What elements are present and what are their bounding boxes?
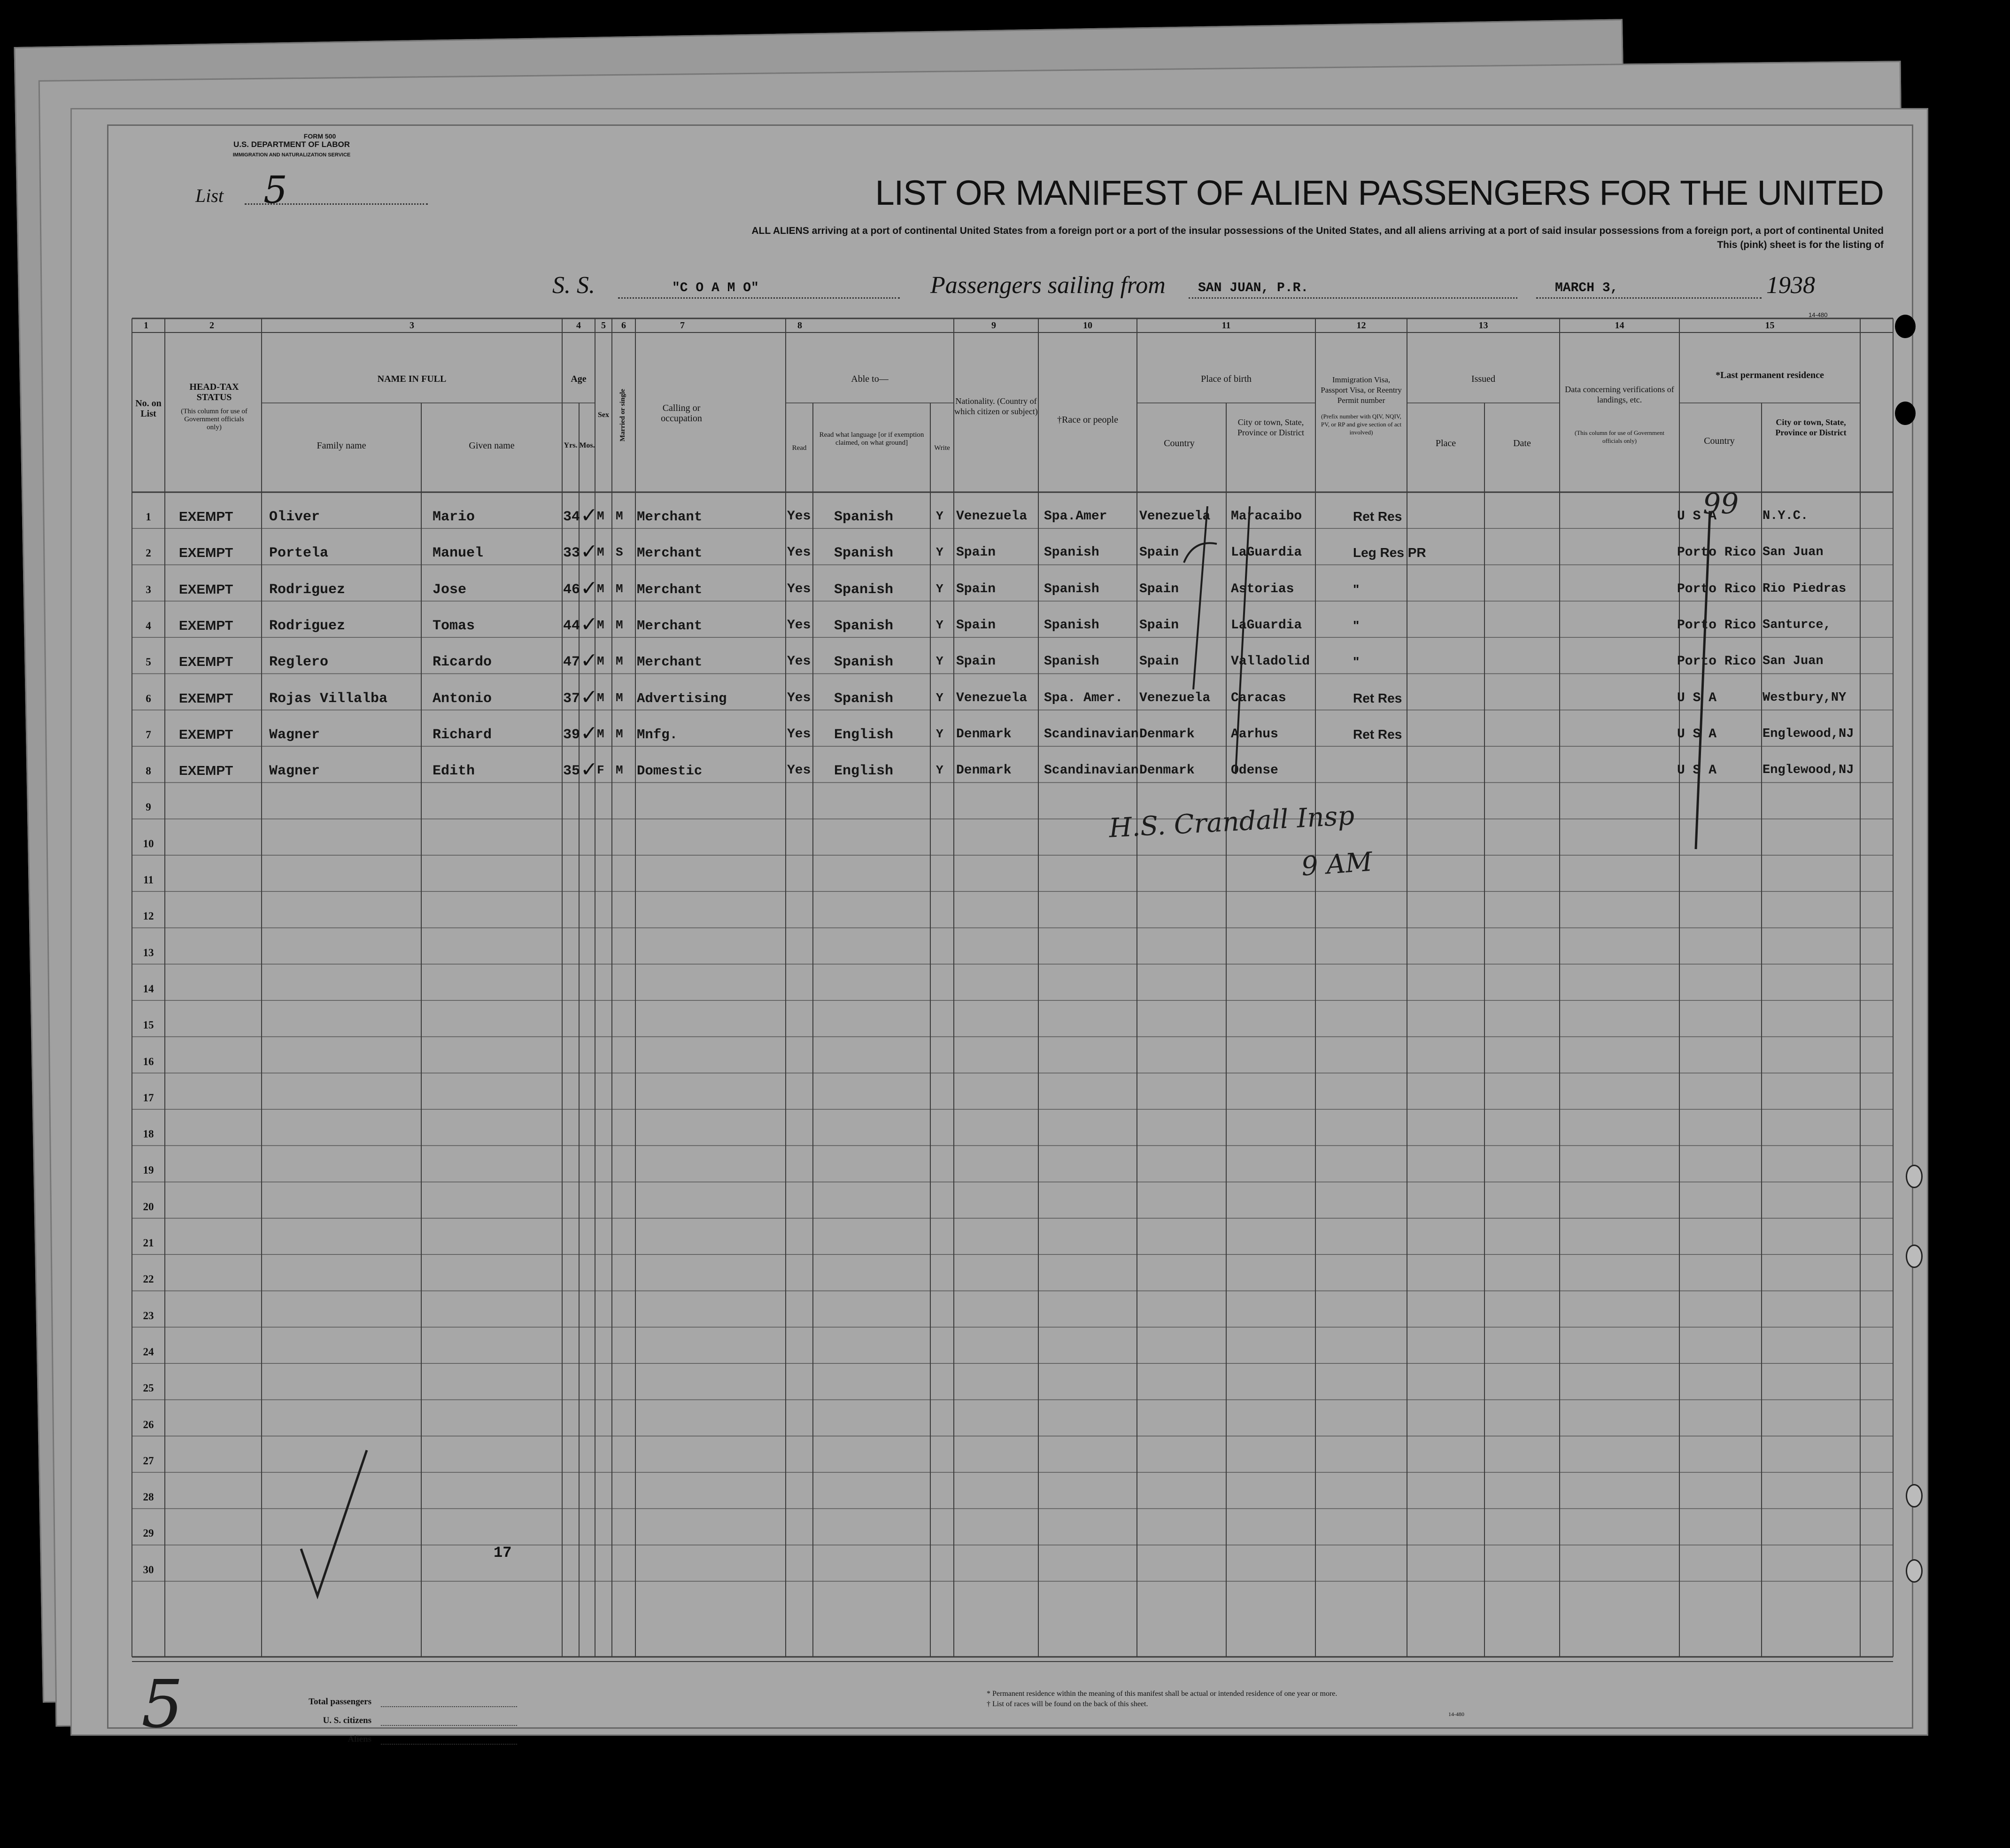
row-number: 22: [143, 1273, 154, 1285]
header-birth-country: Country: [1164, 438, 1195, 448]
row-number: 25: [143, 1382, 154, 1394]
manifest-grid: [108, 126, 1912, 1727]
age-years: 39: [563, 727, 580, 743]
family-name: Rojas Villalba: [269, 690, 388, 707]
occupation: Merchant: [637, 545, 703, 561]
residence-country: U S A: [1677, 763, 1717, 778]
sex: F: [597, 763, 604, 778]
birth-country: Venezuela: [1139, 509, 1211, 524]
manifest-sheet: [107, 124, 1913, 1744]
residence-country: Porto Rico: [1677, 654, 1756, 669]
birth-city: Astorias: [1231, 581, 1294, 596]
nationality: Venezuela: [956, 509, 1028, 524]
nationality: Spain: [956, 654, 996, 669]
form-code: 14-480: [1809, 311, 1828, 318]
header-yrs: Yrs.: [564, 441, 578, 449]
given-name: Antonio: [433, 690, 492, 707]
race: Spa.Amer: [1044, 509, 1107, 524]
sex: M: [597, 545, 604, 560]
row-number: 24: [143, 1345, 154, 1358]
birth-city: Maracaibo: [1231, 509, 1302, 524]
header-res-country: Country: [1704, 436, 1735, 446]
family-name: Rodriguez: [269, 618, 346, 634]
occupation: Merchant: [637, 654, 703, 670]
residence-country: U S A: [1677, 690, 1717, 705]
list-number: 5: [263, 168, 287, 212]
col-number: 7: [680, 320, 685, 331]
marital-status: M: [616, 618, 623, 632]
birth-city: LaGuardia: [1231, 545, 1302, 560]
form-number: FORM 500: [303, 132, 336, 140]
birth-city: Valladolid: [1231, 654, 1310, 669]
can-read: Yes: [787, 690, 811, 705]
birth-city: Aarhus: [1231, 727, 1278, 742]
age-years: 44: [563, 618, 580, 634]
occupation: Mnfg.: [637, 727, 678, 742]
sex: M: [597, 690, 604, 705]
department-name: U.S. DEPARTMENT OF LABOR: [233, 140, 350, 149]
col-number: 9: [991, 320, 996, 331]
header-visa: Immigration Visa, Passport Visa, or Reentry Permit number: [1321, 375, 1402, 405]
departure-year: 1938: [1766, 272, 1815, 299]
birth-country: Spain: [1139, 654, 1179, 669]
list-label: List: [195, 185, 224, 206]
check-mark-icon: ✓: [580, 685, 598, 709]
sex: M: [597, 727, 604, 741]
can-write: Y: [936, 545, 943, 560]
can-read: Yes: [787, 509, 811, 524]
residence-country: Porto Rico: [1677, 545, 1756, 560]
visa-number: ": [1353, 618, 1360, 633]
birth-city: LaGuardia: [1231, 618, 1302, 633]
col-number: 15: [1765, 320, 1775, 331]
birth-country: Denmark: [1139, 763, 1195, 778]
row-number: 30: [143, 1563, 154, 1576]
age-years: 47: [563, 654, 580, 671]
birth-place-strokes: [1165, 492, 1287, 821]
margin-stroke-left: [1691, 492, 1719, 858]
residence-country: Porto Rico: [1677, 581, 1756, 596]
large-check-mark: [296, 1446, 371, 1605]
footer-total-line: [381, 1706, 517, 1707]
header-read: Read: [792, 444, 807, 452]
col-number: 5: [601, 320, 606, 331]
row-number: 4: [146, 619, 151, 632]
race: Spanish: [1044, 618, 1099, 633]
marital-status: M: [616, 654, 623, 669]
header-res-city: City or town, State, Province or District: [1775, 418, 1847, 437]
head-tax-status: EXEMPT: [179, 763, 233, 778]
race: Spanish: [1044, 545, 1099, 560]
count-17: 17: [494, 1544, 512, 1562]
header-mos: Mos.: [579, 441, 595, 449]
header-issued-place: Place: [1435, 438, 1456, 448]
header-no-on-list: No. on List: [135, 398, 162, 419]
col-number: 11: [1221, 320, 1231, 331]
given-name: Tomas: [433, 618, 475, 634]
row-number: 20: [143, 1200, 154, 1213]
read-language: English: [834, 763, 894, 780]
residence-city: Westbury,NY: [1763, 690, 1847, 705]
nationality: Venezuela: [956, 690, 1028, 705]
header-data-landings-note: (This column for use of Government officials only): [1575, 429, 1664, 444]
header-married: Married or single: [619, 388, 626, 442]
header-sex: Sex: [598, 411, 609, 419]
nationality: Spain: [956, 545, 996, 560]
ship-name: "C O A M O": [672, 281, 759, 295]
read-language: Spanish: [834, 618, 894, 634]
birth-country: Spain: [1139, 545, 1179, 560]
given-name: Ricardo: [433, 654, 492, 671]
read-language: Spanish: [834, 581, 894, 598]
residence-city: N.Y.C.: [1763, 509, 1809, 523]
marital-status: M: [616, 763, 623, 778]
visa-number: Leg Res PR: [1353, 545, 1426, 560]
race: Scandinavian: [1044, 763, 1139, 778]
check-mark-icon: ✓: [580, 504, 598, 527]
row-number: 6: [146, 692, 151, 704]
header-visa-note: (Prefix number with QIV, NQIV, PV, or RP and give section of act involved): [1321, 413, 1402, 436]
birth-country: Denmark: [1139, 727, 1195, 742]
row-number: 12: [143, 910, 154, 922]
row-number: 10: [143, 837, 154, 850]
nationality: Spain: [956, 618, 996, 633]
residence-city: Santurce,: [1763, 618, 1831, 632]
nationality: Spain: [956, 581, 996, 596]
race: Spa. Amer.: [1044, 690, 1123, 705]
header-head-tax-note: (This column for use of Government officials only): [181, 408, 247, 431]
header-family-name: Family name: [317, 441, 366, 451]
header-place-of-birth: Place of birth: [1201, 374, 1252, 384]
family-name: Rodriguez: [269, 581, 346, 598]
nationality: Denmark: [956, 727, 1012, 742]
given-name: Mario: [433, 509, 475, 525]
row-number: 9: [146, 801, 151, 813]
age-years: 35: [563, 763, 580, 780]
marital-status: S: [616, 545, 623, 560]
sailing-label: Passengers sailing from: [930, 272, 1166, 299]
occupation: Merchant: [637, 581, 703, 597]
visa-number: ": [1353, 654, 1360, 669]
check-mark-icon: ✓: [580, 649, 598, 673]
check-mark-icon: ✓: [580, 721, 598, 745]
inspector-signature: H.S. Crandall Insp: [1108, 800, 1355, 844]
marital-status: M: [616, 509, 623, 523]
birth-country: Spain: [1139, 581, 1179, 596]
can-write: Y: [936, 727, 943, 741]
can-read: Yes: [787, 654, 811, 669]
col-number: 8: [797, 320, 802, 331]
header-nationality: Nationality. (Country of which citizen or subject): [954, 396, 1038, 416]
read-language: Spanish: [834, 545, 894, 562]
nationality: Denmark: [956, 763, 1012, 778]
manifest-subtitle-1: ALL ALIENS arriving at a port of continental United States from a foreign port or a port of the insular possessions of the United States, and all aliens arriving at a port of said insular possessions from a foreign port, a port of continental United: [751, 225, 1884, 236]
residence-city: Rio Piedras: [1763, 581, 1847, 596]
count-99: 99: [1703, 487, 1739, 520]
row-number: 2: [146, 547, 151, 559]
header-age: Age: [571, 374, 587, 384]
occupation: Merchant: [637, 509, 703, 525]
header-given-name: Given name: [469, 441, 515, 451]
residence-country: Porto Rico: [1677, 618, 1756, 633]
manifest-title: LIST OR MANIFEST OF ALIEN PASSENGERS FOR THE UNITED: [875, 173, 1884, 212]
can-write: Y: [936, 509, 943, 523]
footer-citizens-line: [381, 1725, 517, 1726]
row-number: 14: [143, 982, 154, 995]
row-number: 28: [143, 1491, 154, 1503]
check-mark-icon: ✓: [580, 540, 598, 564]
ship-label: S. S.: [552, 272, 595, 299]
occupation: Merchant: [637, 618, 703, 634]
header-residence: *Last permanent residence: [1716, 370, 1824, 380]
sex: M: [597, 654, 604, 669]
given-name: Richard: [433, 727, 492, 743]
margin-5: 5: [141, 1666, 184, 1743]
can-read: Yes: [787, 581, 811, 596]
col-number: 4: [576, 320, 581, 331]
row-number: 11: [143, 874, 154, 886]
footer-citizens-label: U. S. citizens: [323, 1716, 371, 1725]
footer-total-label: Total passengers: [309, 1697, 371, 1707]
family-name: Portela: [269, 545, 329, 562]
residence-city: San Juan: [1763, 545, 1824, 560]
marital-status: M: [616, 581, 623, 596]
can-write: Y: [936, 763, 943, 778]
footer-aliens-line: [381, 1744, 517, 1745]
departure-port: SAN JUAN, P.R.: [1198, 281, 1309, 295]
marital-status: M: [616, 690, 623, 705]
visa-number: ": [1353, 581, 1360, 596]
binder-hole: [1906, 1245, 1923, 1268]
birth-country: Spain: [1139, 618, 1179, 633]
manifest-subtitle-2: This (pink) sheet is for the listing of: [1717, 240, 1884, 250]
given-name: Manuel: [433, 545, 484, 562]
row-number: 21: [143, 1237, 154, 1249]
departure-date: MARCH 3,: [1555, 281, 1618, 295]
header-data-landings: Data concerning verifications of landings, etc.: [1565, 385, 1674, 404]
header-birth-city: City or town, State, Province or District: [1237, 418, 1304, 437]
header-write: Write: [934, 444, 950, 452]
family-name: Oliver: [269, 509, 320, 525]
occupation: Domestic: [637, 763, 703, 779]
col-number: 12: [1356, 320, 1366, 331]
row-number: 3: [146, 583, 151, 595]
row-number: 23: [143, 1309, 154, 1322]
footer-note-residence: * Permanent residence within the meaning of this manifest shall be actual or intended residence of one year or more.: [987, 1690, 1337, 1698]
read-language: Spanish: [834, 690, 894, 707]
service-name: IMMIGRATION AND NATURALIZATION SERVICE: [232, 152, 351, 158]
head-tax-status: EXEMPT: [179, 581, 233, 596]
col-number: 2: [209, 320, 214, 331]
footer-aliens-label: Aliens: [348, 1734, 371, 1744]
residence-city: San Juan: [1763, 654, 1824, 669]
can-write: Y: [936, 690, 943, 705]
age-years: 37: [563, 690, 580, 707]
head-tax-status: EXEMPT: [179, 690, 233, 705]
row-number: 27: [143, 1454, 154, 1467]
row-number: 18: [143, 1128, 154, 1140]
residence-country: U S A: [1677, 509, 1717, 524]
can-write: Y: [936, 618, 943, 632]
head-tax-status: EXEMPT: [179, 509, 233, 524]
row-number: 17: [143, 1091, 154, 1104]
birth-country: Venezuela: [1139, 690, 1211, 705]
header-read-what: Read what language [or if exemption claimed, on what ground]: [819, 431, 924, 447]
family-name: Wagner: [269, 727, 320, 743]
col-number: 14: [1615, 320, 1624, 331]
footer-note-races: † List of races will be found on the back of this sheet.: [987, 1700, 1148, 1708]
row-number: 15: [143, 1019, 154, 1031]
read-language: Spanish: [834, 654, 894, 671]
check-mark-icon: ✓: [580, 612, 598, 636]
can-write: Y: [936, 581, 943, 596]
row-number: 29: [143, 1527, 154, 1539]
birth-city: Caracas: [1231, 690, 1286, 705]
visa-number: Ret Res: [1353, 690, 1402, 705]
binder-hole: [1895, 402, 1916, 425]
header-race: †Race or people: [1057, 415, 1118, 425]
head-tax-status: EXEMPT: [179, 654, 233, 669]
read-language: English: [834, 727, 894, 743]
visa-number: Ret Res: [1353, 509, 1402, 524]
residence-city: Englewood,NJ: [1763, 727, 1854, 741]
can-read: Yes: [787, 727, 811, 742]
residence-country: U S A: [1677, 727, 1717, 742]
header-calling: Calling or occupation: [661, 403, 702, 424]
binder-hole: [1906, 1484, 1923, 1508]
race: Scandinavian: [1044, 727, 1139, 742]
head-tax-status: EXEMPT: [179, 727, 233, 742]
given-name: Edith: [433, 763, 475, 780]
header-name-in-full: NAME IN FULL: [377, 374, 447, 384]
binder-hole: [1895, 315, 1916, 338]
can-read: Yes: [787, 618, 811, 633]
age-years: 33: [563, 545, 580, 562]
row-number: 5: [146, 656, 151, 668]
row-number: 1: [146, 511, 151, 523]
sex: M: [597, 509, 604, 523]
sex: M: [597, 581, 604, 596]
row-number: 19: [143, 1164, 154, 1176]
row-number: 7: [146, 728, 151, 741]
binder-hole: [1906, 1165, 1923, 1188]
age-years: 34: [563, 509, 580, 525]
can-read: Yes: [787, 545, 811, 560]
read-language: Spanish: [834, 509, 894, 525]
family-name: Reglero: [269, 654, 329, 671]
header-issued: Issued: [1471, 374, 1496, 384]
family-name: Wagner: [269, 763, 320, 780]
row-number: 13: [143, 946, 154, 959]
col-number: 13: [1478, 320, 1488, 331]
given-name: Jose: [433, 581, 467, 598]
row-number: 16: [143, 1055, 154, 1067]
row-number: 26: [143, 1418, 154, 1430]
col-number: 3: [410, 320, 414, 331]
header-issued-date: Date: [1513, 438, 1531, 448]
sex: M: [597, 618, 604, 632]
residence-city: Englewood,NJ: [1763, 763, 1854, 778]
race: Spanish: [1044, 654, 1099, 669]
check-mark-icon: ✓: [580, 576, 598, 600]
col-number: 10: [1083, 320, 1092, 331]
race: Spanish: [1044, 581, 1099, 596]
inspector-time: 9 AM: [1300, 846, 1374, 882]
head-tax-status: EXEMPT: [179, 618, 233, 633]
visa-number: Ret Res: [1353, 727, 1402, 742]
check-mark-icon: ✓: [580, 758, 598, 781]
marital-status: M: [616, 727, 623, 741]
col-number: 6: [621, 320, 626, 331]
head-tax-status: EXEMPT: [179, 545, 233, 560]
birth-city: Odense: [1231, 763, 1278, 778]
footer-code: 14-480: [1448, 1711, 1464, 1717]
header-able-to: Able to—: [851, 374, 889, 384]
occupation: Advertising: [637, 690, 727, 706]
age-years: 46: [563, 581, 580, 598]
binder-hole: [1906, 1559, 1923, 1583]
can-read: Yes: [787, 763, 811, 778]
header-head-tax: HEAD-TAX STATUS: [189, 382, 239, 402]
can-write: Y: [936, 654, 943, 669]
col-number: 1: [144, 320, 148, 331]
row-number: 8: [146, 765, 151, 777]
